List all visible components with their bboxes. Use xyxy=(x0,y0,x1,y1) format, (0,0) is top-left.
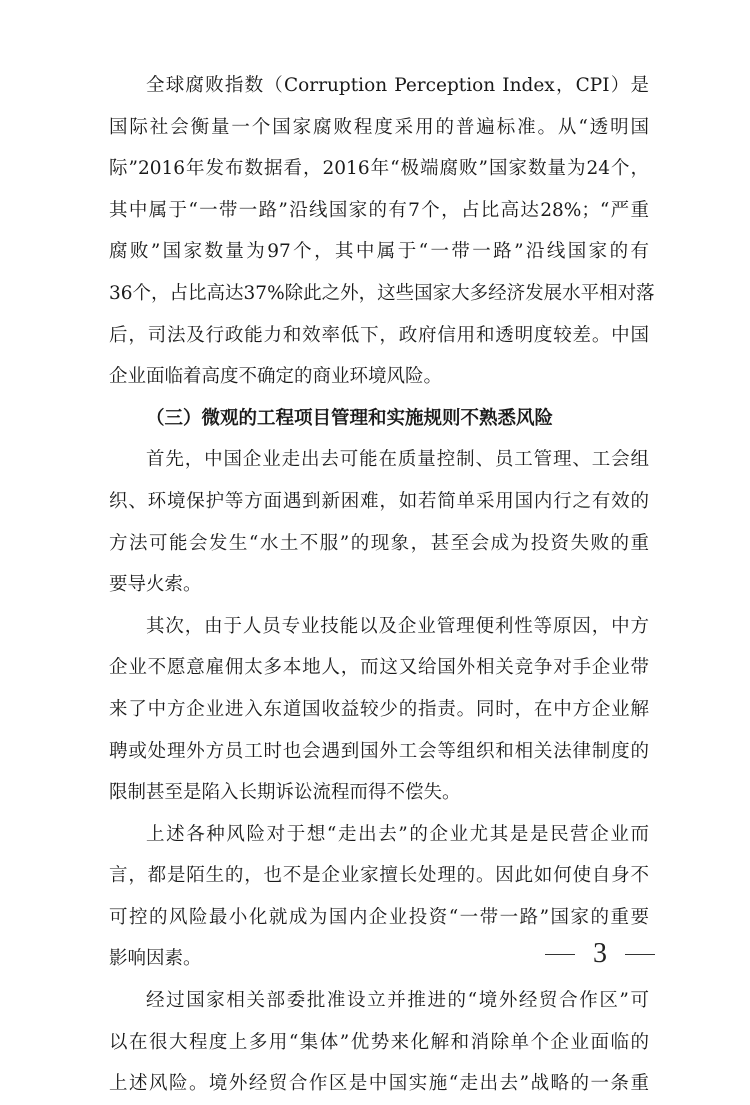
paragraph-third-line-2: 言，都是陌生的，也不是企业家擅长处理的。因此如何使自身不 xyxy=(109,865,649,887)
page-number xyxy=(545,934,655,974)
paragraph-second-line-1: 其次，由于人员专业技能以及企业管理便利性等原因，中方 xyxy=(146,615,649,637)
paragraph-second-line-4: 聘或处理外方员工时也会遇到国外工会等组织和相关法律制度的 xyxy=(109,740,649,762)
section-heading: （三）微观的工程项目管理和实施规则不熟悉风险 xyxy=(146,407,554,429)
paragraph-cpi-line-7: 后，司法及行政能力和效率低下，政府信用和透明度较差。中国 xyxy=(109,324,649,346)
paragraph-third-line-3: 可控的风险最小化就成为国内企业投资“一带一路”国家的重要 xyxy=(109,906,649,928)
paragraph-second-line-3: 来了中方企业进入东道国收益较少的指责。同时，在中方企业解 xyxy=(109,698,649,720)
page-number-left-dash xyxy=(545,954,575,955)
paragraph-first-line-3: 方法可能会发生“水土不服”的现象，甚至会成为投资失败的重 xyxy=(109,532,649,554)
paragraph-cpi-line-4: 其中属于“一带一路”沿线国家的有7个，占比高达28%；“严重 xyxy=(109,199,649,221)
paragraph-third-line-1: 上述各种风险对于想“走出去”的企业尤其是是民营企业而 xyxy=(146,823,649,845)
paragraph-cpi-line-2: 国际社会衡量一个国家腐败程度采用的普遍标准。从“透明国 xyxy=(109,116,649,138)
paragraph-first-line-1: 首先，中国企业走出去可能在质量控制、员工管理、工会组 xyxy=(146,449,649,471)
paragraph-third-line-4: 影响因素。 xyxy=(109,948,202,970)
paragraph-cpi-line-1: 全球腐败指数（Corruption Perception Index，CPI）是 xyxy=(146,75,649,96)
paragraph-cpi-line-8: 企业面临着高度不确定的商业环境风险。 xyxy=(109,366,443,388)
paragraph-fourth-line-1: 经过国家相关部委批准设立并推进的“境外经贸合作区”可 xyxy=(146,990,649,1012)
paragraph-second-line-5: 限制甚至是陷入长期诉讼流程而得不偿失。 xyxy=(109,782,461,804)
paragraph-first-line-2: 织、环境保护等方面遇到新困难，如若简单采用国内行之有效的 xyxy=(109,490,649,512)
paragraph-fourth-line-2: 以在很大程度上多用“集体”优势来化解和消除单个企业面临的 xyxy=(109,1031,649,1053)
paragraph-second-line-2: 企业不愿意雇佣太多本地人，而这又给国外相关竞争对手企业带 xyxy=(109,657,649,679)
page-number-right-dash xyxy=(625,954,655,955)
paragraph-fourth-line-3: 上述风险。境外经贸合作区是中国实施“走出去”战略的一条重 xyxy=(109,1073,649,1095)
paragraph-cpi-line-5: 腐败”国家数量为97个，其中属于“一带一路”沿线国家的有 xyxy=(109,241,649,263)
paragraph-cpi-line-3: 际”2016年发布数据看，2016年“极端腐败”国家数量为24个， xyxy=(109,158,649,180)
paragraph-first-line-4: 要导火索。 xyxy=(109,574,202,596)
page-number-value: 3 xyxy=(593,938,607,969)
paragraph-cpi-line-6: 36个，占比高达37%除此之外，这些国家大多经济发展水平相对落 xyxy=(109,282,655,304)
